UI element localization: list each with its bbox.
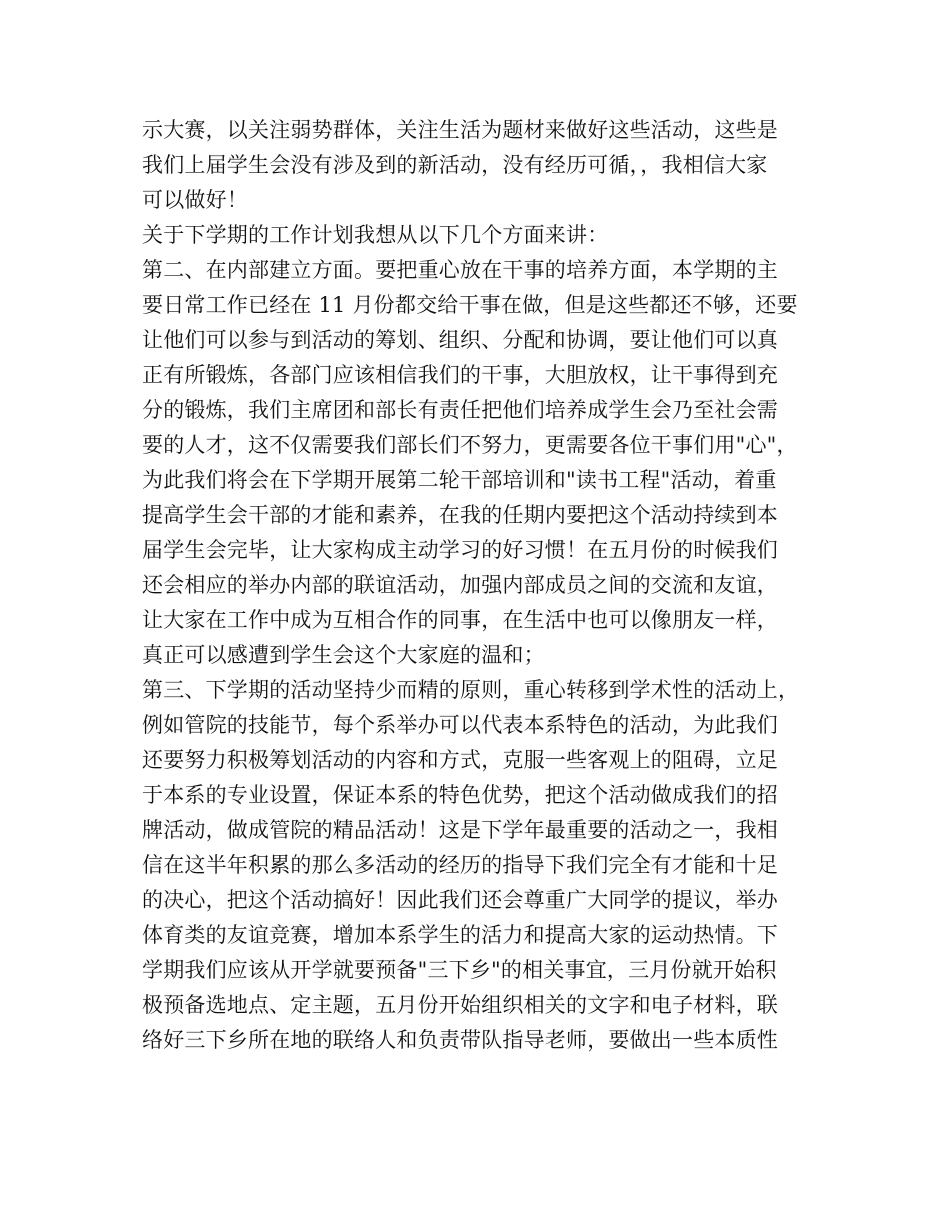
- text-line: 真正可以感遭到学生会这个大家庭的温和；: [142, 643, 545, 667]
- text-line: 关于下学期的工作计划我想从以下几个方面来讲：: [142, 223, 609, 247]
- text-line: 我们上届学生会没有涉及到的新活动，没有经历可循，，我相信大家: [142, 153, 768, 177]
- text-line: 示大赛，以关注弱势群体，关注生活为题材来做好这些活动，这些是: [142, 118, 778, 142]
- text-line: 让他们可以参与到活动的筹划、组织、分配和协调，要让他们可以真: [142, 328, 778, 352]
- text-line: 还会相应的举办内部的联谊活动，加强内部成员之间的交流和友谊，: [142, 573, 778, 597]
- document-body: [142, 113, 832, 1058]
- text-line: 第三、下学期的活动坚持少而精的原则，重心转移到学术性的活动上，: [142, 678, 800, 702]
- text-line: 牌活动，做成管院的精品活动！这是下学年最重要的活动之一，我相: [142, 818, 778, 842]
- text-line: 信在这半年积累的那么多活动的经历的指导下我们完全有才能和十足: [142, 853, 778, 877]
- text-line: 例如管院的技能节，每个系举办可以代表本系特色的活动，为此我们: [142, 713, 778, 737]
- text-line: 还要努力积极筹划活动的内容和方式，克服一些客观上的阻碍，立足: [142, 748, 778, 772]
- text-line: 于本系的专业设置，保证本系的特色优势，把这个活动做成我们的招: [142, 783, 778, 807]
- text-line: 学期我们应该从开学就要预备"三下乡"的相关事宜，三月份就开始积: [142, 958, 777, 982]
- text-line: 届学生会完毕，让大家构成主动学习的好习惯！在五月份的时候我们: [142, 538, 778, 562]
- text-line: 分的锻炼，我们主席团和部长有责任把他们培养成学生会乃至社会需: [142, 398, 778, 422]
- text-line: 让大家在工作中成为互相合作的同事，在生活中也可以像朋友一样，: [142, 608, 778, 632]
- text-line: 正有所锻炼，各部门应该相信我们的干事，大胆放权，让干事得到充: [142, 363, 778, 387]
- text-line: 络好三下乡所在地的联络人和负责带队指导老师，要做出一些本质性: [142, 1028, 778, 1052]
- text-line: 体育类的友谊竞赛，增加本系学生的活力和提高大家的运动热情。下: [142, 923, 778, 947]
- text-line: 可以做好！: [142, 188, 248, 212]
- text-line: 第二、在内部建立方面。要把重心放在干事的培养方面，本学期的主: [142, 258, 778, 282]
- text-line: 的决心，把这个活动搞好！因此我们还会尊重广大同学的提议，举办: [142, 888, 778, 912]
- text-line: 要日常工作已经在 11 月份都交给干事在做，但是这些都还不够，还要: [142, 293, 798, 317]
- text-line: 为此我们将会在下学期开展第二轮干部培训和"读书工程"活动，着重: [142, 468, 777, 492]
- text-line: 要的人才，这不仅需要我们部长们不努力，更需要各位干事们用"心"，: [142, 433, 798, 457]
- text-line: 提高学生会干部的才能和素养，在我的任期内要把这个活动持续到本: [142, 503, 778, 527]
- text-line: 极预备选地点、定主题，五月份开始组织相关的文字和电子材料，联: [142, 993, 778, 1017]
